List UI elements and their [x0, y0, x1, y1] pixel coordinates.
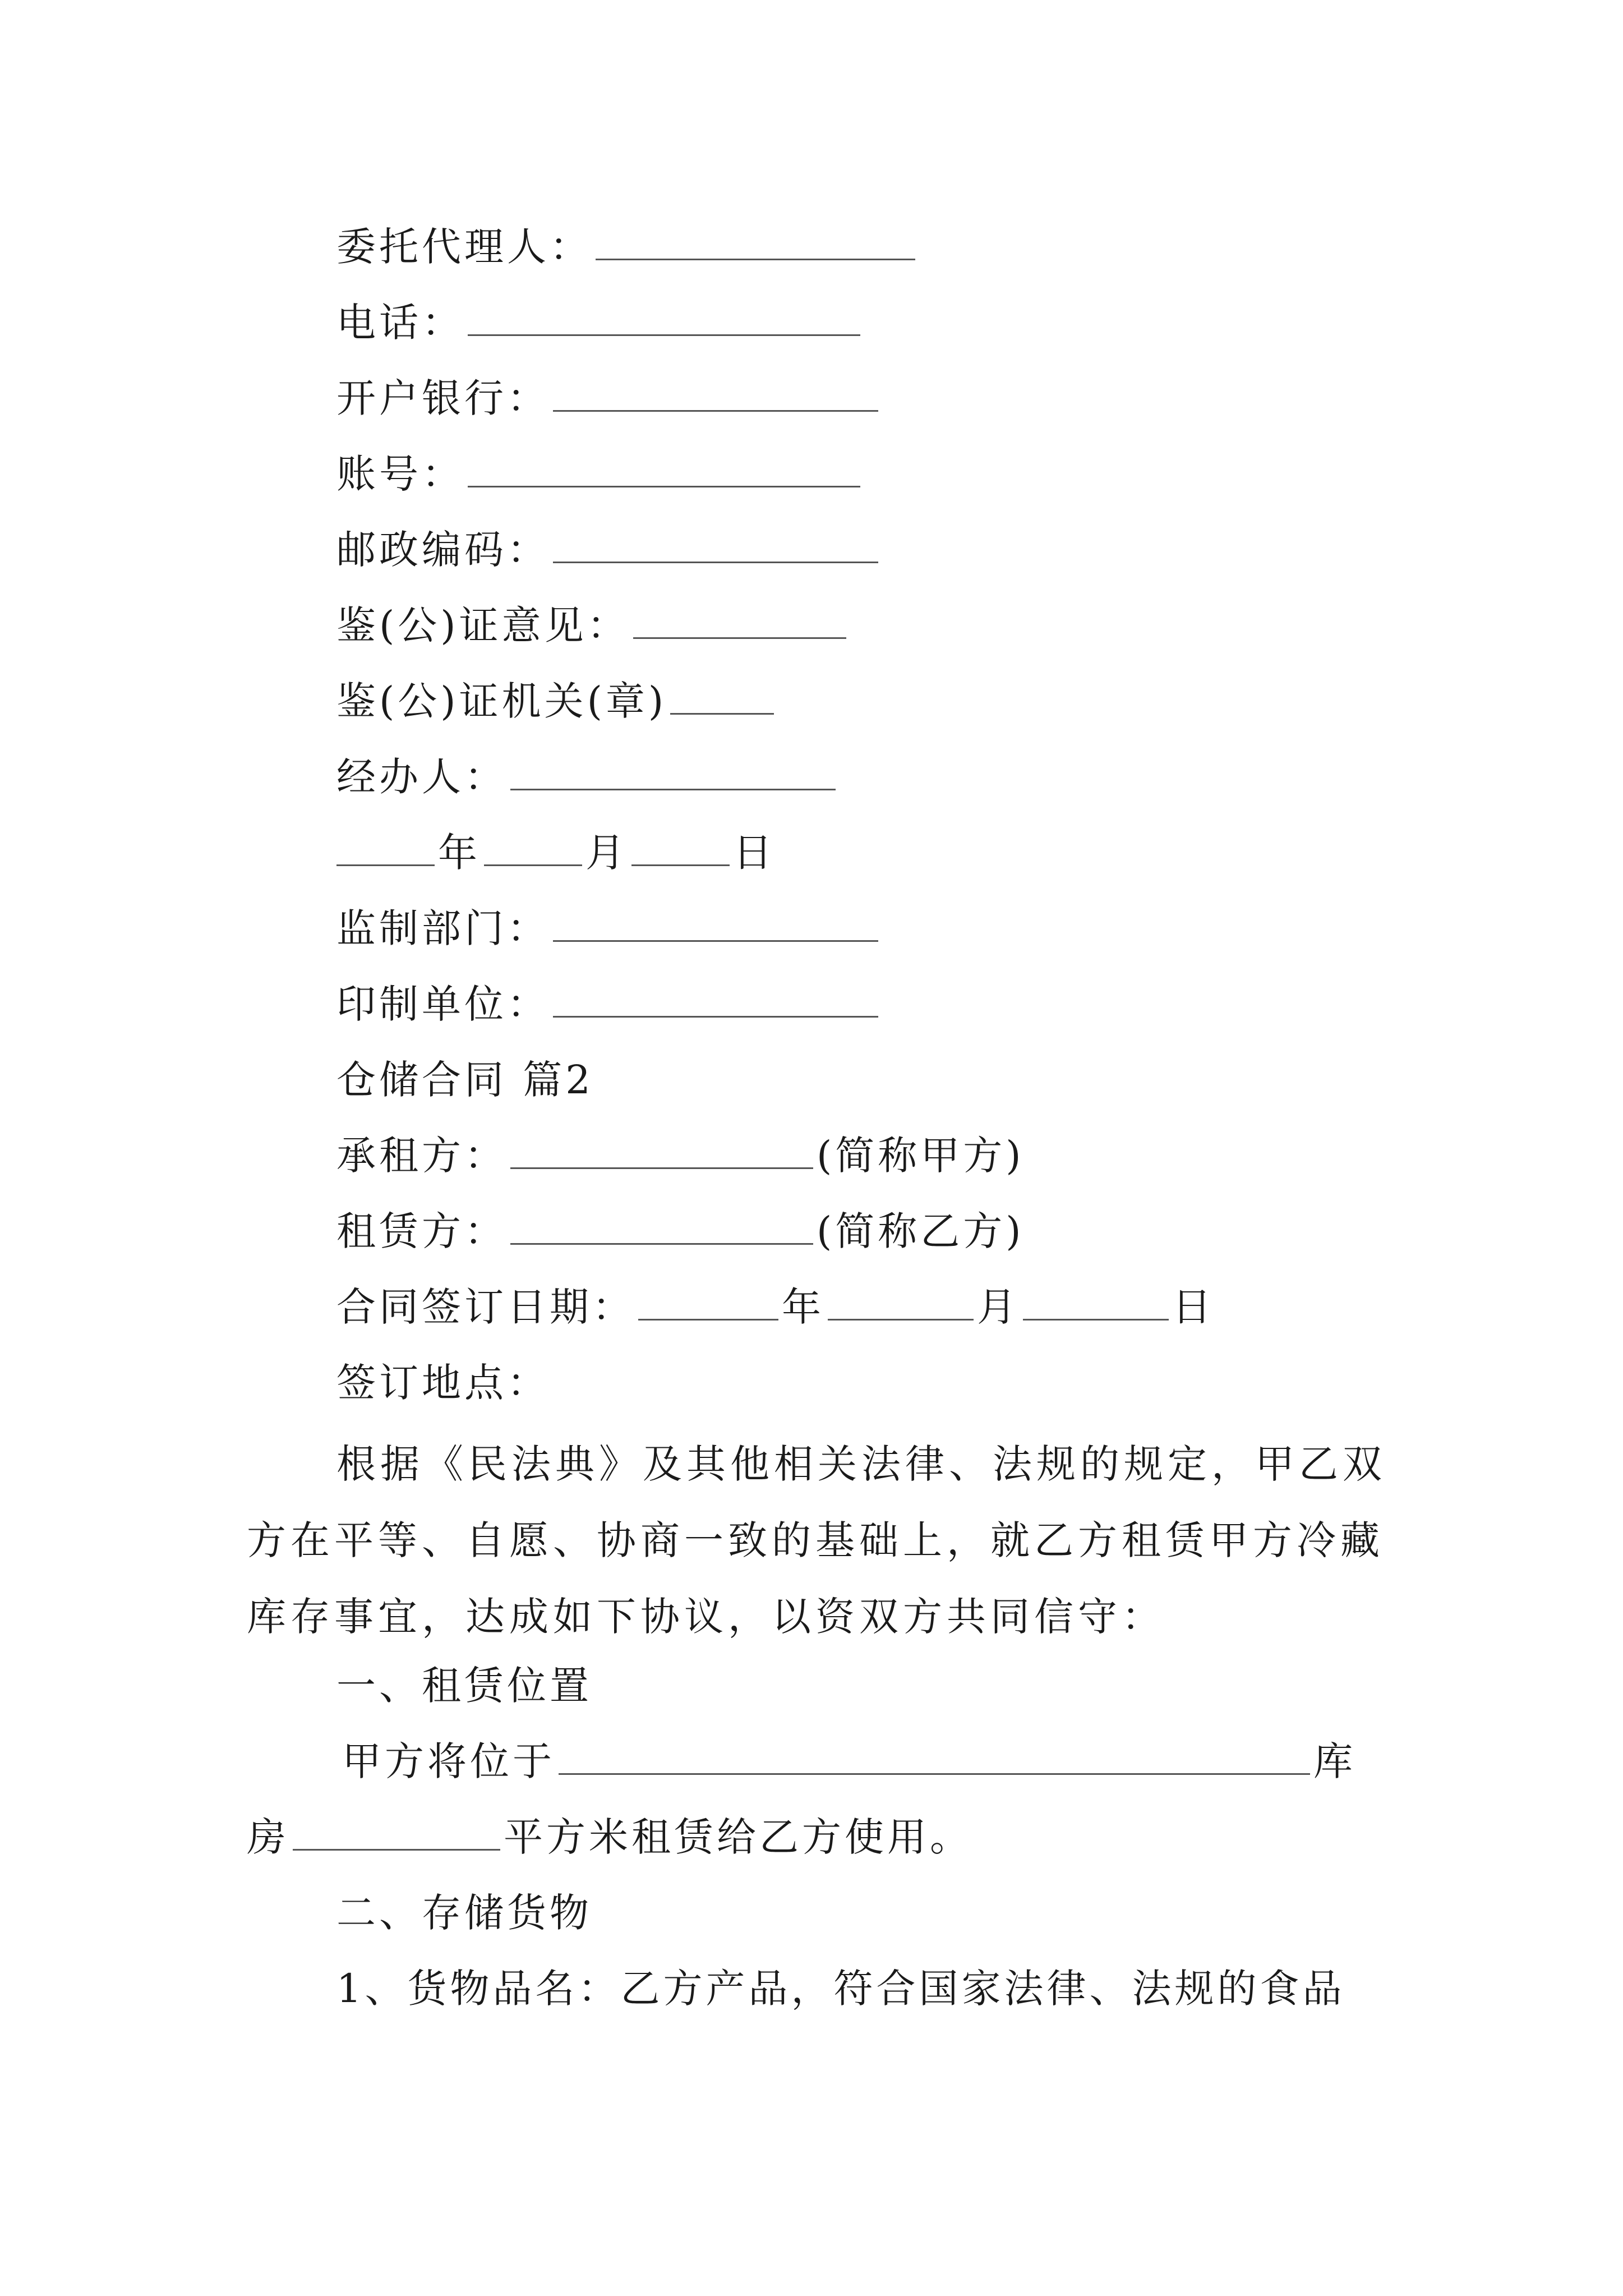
clause2-item1 [336, 1963, 1345, 2014]
agent-blank [596, 224, 915, 260]
sign-place-field [336, 1358, 550, 1408]
day-blank [631, 830, 730, 866]
notary-opinion-blank [633, 602, 846, 639]
section-title-text: 仓储合同 篇2 [336, 1057, 594, 1103]
year-blank [336, 830, 435, 866]
clause1-area-blank [293, 1814, 500, 1851]
bank-field [336, 373, 882, 424]
printer-blank [553, 981, 878, 1018]
lessee-blank [510, 1133, 813, 1169]
notary-opinion-field [336, 600, 850, 651]
lessee-field [336, 1130, 1025, 1181]
date-field [336, 827, 776, 878]
lessor-blank [510, 1208, 813, 1245]
account-blank [468, 451, 860, 487]
lessor-short: (简称乙方) [817, 1208, 1025, 1254]
clause2-title-text: 二、存储货物 [336, 1890, 592, 1936]
handler-field [336, 752, 839, 802]
sign-month-label: 月 [977, 1284, 1020, 1330]
clause2-item1-text: 1、货物品名：乙方产品，符合国家法律、法规的食品 [336, 1966, 1345, 2012]
clause1-d: 平方米租赁给乙方使用。 [504, 1814, 972, 1860]
intro-paragraph: 根据《民法典》及其他相关法律、法规的规定，甲乙双方在平等、自愿、协商一致的基础上，就乙方租赁甲方冷藏库存事宜，达成如下协议，以资双方共同信守： [247, 1441, 1386, 1640]
notary-office-label: 鉴(公)证机关(章) [336, 678, 667, 724]
clause1-line2 [247, 1812, 972, 1862]
agent-label: 委托代理人： [336, 224, 592, 270]
month-label: 月 [585, 830, 628, 876]
handler-blank [510, 754, 836, 790]
sign-place-label: 签订地点： [336, 1360, 550, 1406]
clause1-location-blank [559, 1738, 1310, 1775]
postcode-field [336, 524, 882, 575]
handler-label: 经办人： [336, 754, 507, 800]
sign-year-label: 年 [782, 1284, 824, 1330]
postcode-label: 邮政编码： [336, 527, 550, 573]
clause1-title-text: 一、租赁位置 [336, 1663, 592, 1709]
notary-opinion-label: 鉴(公)证意见： [336, 602, 630, 648]
lessee-short: (简称甲方) [817, 1133, 1025, 1179]
phone-label: 电话： [336, 300, 464, 346]
account-field [336, 449, 864, 499]
year-label: 年 [438, 830, 481, 876]
lessor-field [336, 1206, 1025, 1257]
sign-date-label: 合同签订日期： [336, 1284, 635, 1330]
bank-blank [553, 375, 878, 412]
supervisor-label: 监制部门： [336, 905, 550, 951]
sign-month-blank [828, 1284, 974, 1320]
clause1-title [336, 1660, 592, 1711]
bank-label: 开户银行： [336, 375, 550, 421]
phone-blank [468, 300, 860, 336]
sign-day-blank [1023, 1284, 1169, 1320]
printer-field [336, 979, 882, 1029]
section-title [336, 1055, 594, 1105]
day-label: 日 [733, 830, 776, 876]
month-blank [484, 830, 582, 866]
sign-year-blank [638, 1284, 778, 1320]
postcode-blank [553, 527, 878, 563]
clause1-line1 [342, 1736, 1356, 1787]
lessee-label: 承租方： [336, 1133, 507, 1179]
sign-date-field [336, 1282, 1215, 1332]
clause2-title [336, 1888, 592, 1938]
account-label: 账号： [336, 451, 464, 497]
clause1-a: 甲方将位于 [342, 1738, 555, 1784]
lessor-label: 租赁方： [336, 1208, 507, 1254]
supervisor-field [336, 903, 882, 954]
supervisor-blank [553, 905, 878, 942]
notary-office-field [336, 676, 777, 726]
notary-office-blank [670, 678, 774, 715]
agent-field [336, 222, 919, 272]
clause1-b: 库 [1313, 1738, 1356, 1784]
phone-field [336, 297, 864, 348]
sign-day-label: 日 [1172, 1284, 1215, 1330]
printer-label: 印制单位： [336, 981, 550, 1027]
clause1-c: 房 [247, 1814, 289, 1860]
